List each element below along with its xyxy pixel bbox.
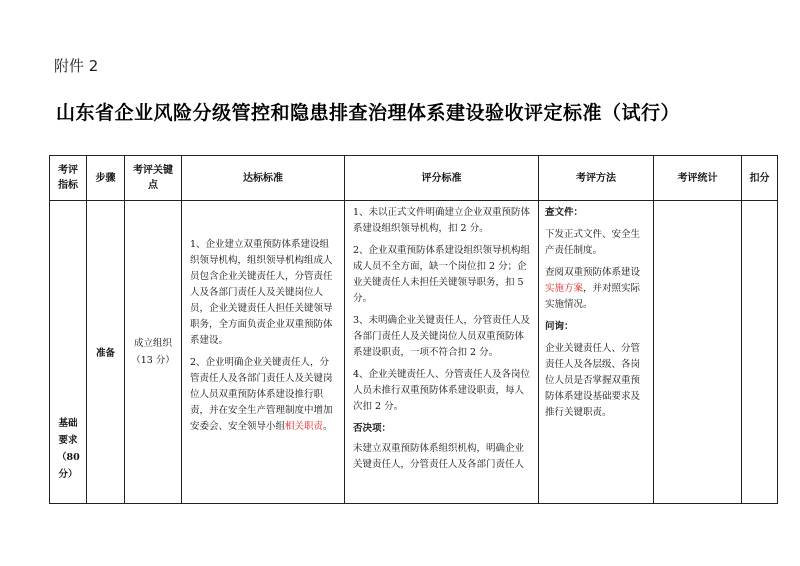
standard-item-1: 1、企业建立双重预防体系建设组织领导机构，组织领导机构组成人员包含企业关键责任人，分管责任人及各部门责任人及关键岗位人员，企业关键责任人担任关键领导职务，全方面负责企业双重预防体系建设。 (190, 239, 333, 346)
header-method: 考评方法 (539, 156, 654, 201)
attachment-label: 附件 2 (54, 57, 99, 75)
header-indicator: 考评指标 (50, 156, 87, 201)
scoring-item-3: 3、未明确企业关键责任人，分管责任人及各部门责任人及关键岗位人员双重预防体系建设职责，一项不符合扣 2 分。 (353, 315, 531, 358)
document-title: 山东省企业风险分级管控和隐患排查治理体系建设验收评定标准（试行） (56, 102, 681, 124)
header-deduct: 扣分 (742, 156, 778, 201)
method-check-item-2: 查阅双重预防体系建设实施方案，并对照实际实施情况。 (545, 267, 641, 310)
scoring-item-1: 1、未以正式文件明确建立企业双重预防体系建设组织领导机构，扣 2 分。 (353, 207, 531, 234)
header-step: 步骤 (87, 156, 125, 201)
cell-scoring (345, 201, 539, 504)
key-point-score: （13 分） (131, 355, 175, 366)
cell-key-point (125, 201, 182, 504)
standard-item-2: 2、企业明确企业关键责任人，分管责任人及各部门责任人及关键岗位人员双重预防体系建设推行职责，并在安全生产管理制度中增加安委会、安全领导小组相关职责。 (190, 357, 333, 432)
scoring-veto-text: 未建立双重预防体系组织机构，明确企业关键责任人，分管责任人及各部门责任人 (353, 443, 525, 470)
method-check-item-1: 下发正式文件、安全生产责任制度。 (545, 229, 641, 256)
cell-method (539, 201, 654, 504)
method-ask-label: 问询： (545, 321, 574, 332)
highlighted-text: 实施方案 (545, 283, 584, 294)
cell-stats (654, 201, 742, 504)
table-header-row (50, 156, 778, 201)
method-ask-item: 企业关键责任人、分管责任人及各层级、各岗位人员是否掌握双重预防体系建设基础要求及推行关键职责。 (545, 343, 641, 418)
header-key-point: 考评关键点 (125, 156, 182, 201)
cell-step: 准备 (87, 201, 125, 504)
cell-indicator: 基础要求（80分） (50, 201, 87, 504)
table-row (50, 201, 778, 504)
cell-deduct (742, 201, 778, 504)
method-check-label: 查文件： (545, 207, 584, 218)
highlighted-text: 相关职责 (285, 421, 324, 432)
header-stats: 考评统计 (654, 156, 742, 201)
scoring-item-2: 2、企业双重预防体系建设组织领导机构组成人员不全方面，缺一个岗位扣 2 分；企业关键责任人未担任关键领导职务，扣 5 分。 (353, 245, 531, 304)
cell-standard (182, 201, 345, 504)
header-scoring: 评分标准 (345, 156, 539, 201)
scoring-item-4: 4、企业关键责任人、分管责任人及各岗位人员未推行双重预防体系建设职责，每人次扣 2 分。 (353, 369, 531, 412)
scoring-veto-label: 否决项： (353, 423, 392, 434)
key-point-label: 成立组织 (133, 338, 172, 349)
header-standard: 达标标准 (182, 156, 345, 201)
evaluation-standard-table (49, 155, 778, 504)
